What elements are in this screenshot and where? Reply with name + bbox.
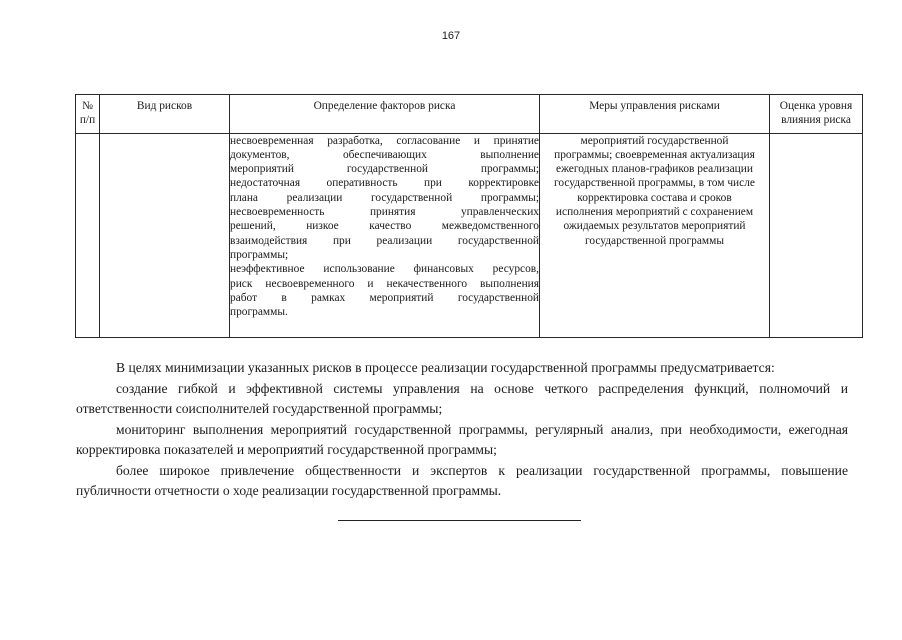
factors-line: документов, обеспечивающих выполнение — [230, 148, 539, 161]
factors-line: недостаточная оперативность при корректировке — [230, 177, 539, 190]
header-rating: Оценка уровня влияния риска — [770, 95, 863, 134]
measures-line: исполнения мероприятий с сохранением — [555, 206, 754, 219]
cell-no — [76, 133, 100, 337]
end-separator-line — [338, 520, 581, 521]
factors-line: работ в рамках мероприятий государственной — [230, 291, 539, 304]
table-row — [76, 133, 863, 337]
factors-line: решений, низкое качество межведомственного — [230, 220, 539, 233]
measures-line: ежегодных планов-графиков реализации — [556, 163, 753, 176]
measures-line: мероприятий государственной — [580, 134, 729, 147]
factors-line: взаимодействия при реализации государственной — [230, 234, 539, 247]
factors-line: неэффективное использование финансовых ресурсов, — [230, 263, 539, 276]
factors-line: несвоевременность принятия управленческих — [230, 206, 539, 219]
body-paragraph: создание гибкой и эффективной системы управления на основе четкого распределения функций, полномочий и ответственности соисполнителей государственной программы; — [76, 380, 848, 416]
factors-line: мероприятий государственной программы; — [230, 163, 539, 176]
table-header-row — [76, 95, 863, 134]
factors-line: плана реализации государственной программы; — [230, 191, 539, 204]
measures-line: государственной программы, в том числе — [554, 177, 755, 190]
measures-line: программы; своевременная актуализация — [554, 148, 755, 161]
factors-line: несвоевременная разработка, согласование и принятие — [230, 134, 539, 147]
body-paragraph: более широкое привлечение общественности и экспертов к реализации государственной программы, повышение публичности отчетности о ходе реализации государственной программы. — [76, 462, 848, 498]
body-text — [76, 358, 848, 502]
cell-rating — [770, 133, 863, 337]
header-no: № п/п — [76, 95, 100, 134]
measures-line: корректировка состава и сроков — [577, 191, 732, 204]
factors-line: риск несвоевременного и некачественного выполнения — [230, 277, 539, 290]
header-factors: Определение факторов риска — [230, 95, 540, 134]
body-paragraph: мониторинг выполнения мероприятий государственной программы, регулярный анализ, при необходимости, ежегодная корректировка показателей и мероприятий государственной программы; — [76, 421, 848, 457]
measures-line: ожидаемых результатов мероприятий — [563, 220, 746, 233]
cell-risk-type — [100, 133, 230, 337]
cell-factors — [230, 133, 540, 337]
header-measures: Меры управления рисками — [540, 95, 770, 134]
cell-measures — [540, 133, 770, 337]
body-paragraph: В целях минимизации указанных рисков в процессе реализации государственной программы предусматривается: — [116, 360, 775, 375]
page-number: 167 — [441, 30, 461, 42]
measures-line: государственной программы — [584, 234, 724, 247]
factors-line: программы; — [230, 248, 289, 261]
risk-table — [75, 94, 863, 338]
factors-line: программы. — [230, 306, 288, 319]
header-risk-type: Вид рисков — [100, 95, 230, 134]
